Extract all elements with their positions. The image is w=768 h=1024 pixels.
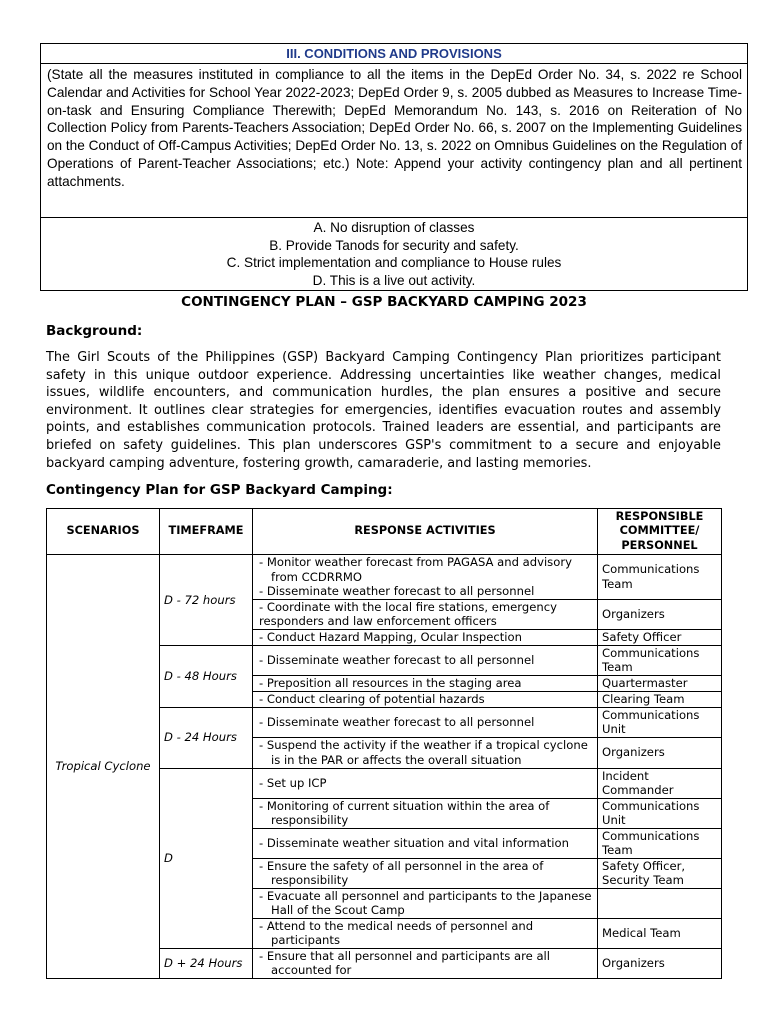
background-heading: Background:: [46, 323, 143, 339]
activity-cell: - Disseminate weather forecast to all personnel: [253, 707, 598, 737]
responsible-cell: Communications Unit: [598, 798, 722, 828]
responsible-cell: [598, 888, 722, 918]
responsible-cell: Incident Commander: [598, 768, 722, 798]
background-paragraph: The Girl Scouts of the Philippines (GSP) Backyard Camping Contingency Plan prioritizes participant safety in this unique outdoor experience. Addressing uncertainties like weather changes, medical issues, wildlife encounters, and communication hurdles, the plan ensures a positive and secure environment. It outlines clear strategies for emergencies, identifies evacuation routes and assembly points, and establishes communication protocols. Trained leaders are essential, and participants are briefed on safety guidelines. This plan underscores GSP's commitment to a secure and enjoyable backyard camping adventure, fostering growth, camaraderie, and lasting memories.: [46, 350, 721, 471]
responsible-cell: Safety Officer: [598, 629, 722, 645]
activity-cell: - Set up ICP: [253, 768, 598, 798]
responsible-cell: Medical Team: [598, 918, 722, 948]
conditions-list: [41, 218, 747, 290]
responsible-cell: Quartermaster: [598, 675, 722, 691]
activity-cell: - Disseminate weather forecast to all personnel: [253, 645, 598, 675]
responsible-cell: Organizers: [598, 599, 722, 629]
document-title: CONTINGENCY PLAN – GSP BACKYARD CAMPING 2023: [181, 294, 587, 310]
contingency-table: [46, 508, 722, 979]
responsible-cell: Safety Officer, Security Team: [598, 858, 722, 888]
activity-cell: - Monitoring of current situation within the area of responsibility: [253, 798, 598, 828]
responsible-cell: Communications Team: [598, 828, 722, 858]
plan-heading: Contingency Plan for GSP Backyard Camping:: [46, 482, 393, 498]
activity-cell: - Attend to the medical needs of personnel and participants: [253, 918, 598, 948]
timeframe-cell: D - 72 hours: [160, 555, 253, 646]
header-timeframe: TIMEFRAME: [160, 509, 253, 555]
activity-cell: - Preposition all resources in the staging area: [253, 675, 598, 691]
timeframe-cell: D: [160, 768, 253, 948]
activity-cell: - Monitor weather forecast from PAGASA and advisory from CCDRRMO - Disseminate weather forecast to all personnel: [253, 555, 598, 600]
scenario-cell: Tropical Cyclone: [47, 555, 160, 979]
condition-item: D. This is a live out activity.: [312, 272, 476, 288]
condition-item: A. No disruption of classes: [313, 220, 475, 235]
responsible-cell: Communications Unit: [598, 707, 722, 737]
activity-cell: - Ensure that all personnel and participants are all accounted for: [253, 948, 598, 978]
timeframe-cell: D - 48 Hours: [160, 645, 253, 707]
activity-cell: - Ensure the safety of all personnel in the area of responsibility: [253, 858, 598, 888]
conditions-heading: III. CONDITIONS AND PROVISIONS: [41, 44, 747, 64]
table-row: [47, 555, 722, 600]
activity-cell: - Conduct Hazard Mapping, Ocular Inspection: [253, 629, 598, 645]
activity-cell: - Coordinate with the local fire stations, emergency responders and law enforcement officers: [253, 599, 598, 629]
condition-item: C. Strict implementation and compliance to House rules: [226, 255, 562, 271]
timeframe-cell: D - 24 Hours: [160, 707, 253, 768]
condition-item: B. Provide Tanods for security and safety.: [269, 237, 519, 253]
responsible-cell: Communications Team: [598, 555, 722, 600]
responsible-cell: Communications Team: [598, 645, 722, 675]
responsible-cell: Organizers: [598, 948, 722, 978]
header-scenarios: SCENARIOS: [47, 509, 160, 555]
responsible-cell: Organizers: [598, 737, 722, 768]
activity-cell: - Evacuate all personnel and participants to the Japanese Hall of the Scout Camp: [253, 888, 598, 918]
activity-cell: - Suspend the activity if the weather if a tropical cyclone is in the PAR or affects the overall situation: [253, 737, 598, 768]
header-response: RESPONSE ACTIVITIES: [253, 509, 598, 555]
timeframe-cell: D + 24 Hours: [160, 948, 253, 978]
conditions-box: [40, 43, 748, 291]
responsible-cell: Clearing Team: [598, 691, 722, 707]
table-header-row: [47, 509, 722, 555]
activity-cell: - Conduct clearing of potential hazards: [253, 691, 598, 707]
header-responsible: RESPONSIBLE COMMITTEE/ PERSONNEL: [598, 509, 722, 555]
conditions-description: (State all the measures instituted in compliance to all the items in the DepEd Order No. 34, s. 2022 re School Calendar and Activities for School Year 2022-2023; DepEd Order 9, s. 2005 dubbed as Measures to Increase Time-on-task and Ensuring Compliance Therewith; DepEd Memorandum No. 143, s. 2016 on Reiteration of No Collection Policy from Parents-Teachers Association; DepEd Order No. 66, s. 2007 on the Implementing Guidelines on the Conduct of Off-Campus Activities; DepEd Order No. 13, s. 2022 on Omnibus Guidelines on the Regulation of Operations of Parent-Teacher Associations; etc.) Note: Append your activity contingency plan and all pertinent attachments.: [41, 64, 747, 218]
activity-cell: - Disseminate weather situation and vital information: [253, 828, 598, 858]
